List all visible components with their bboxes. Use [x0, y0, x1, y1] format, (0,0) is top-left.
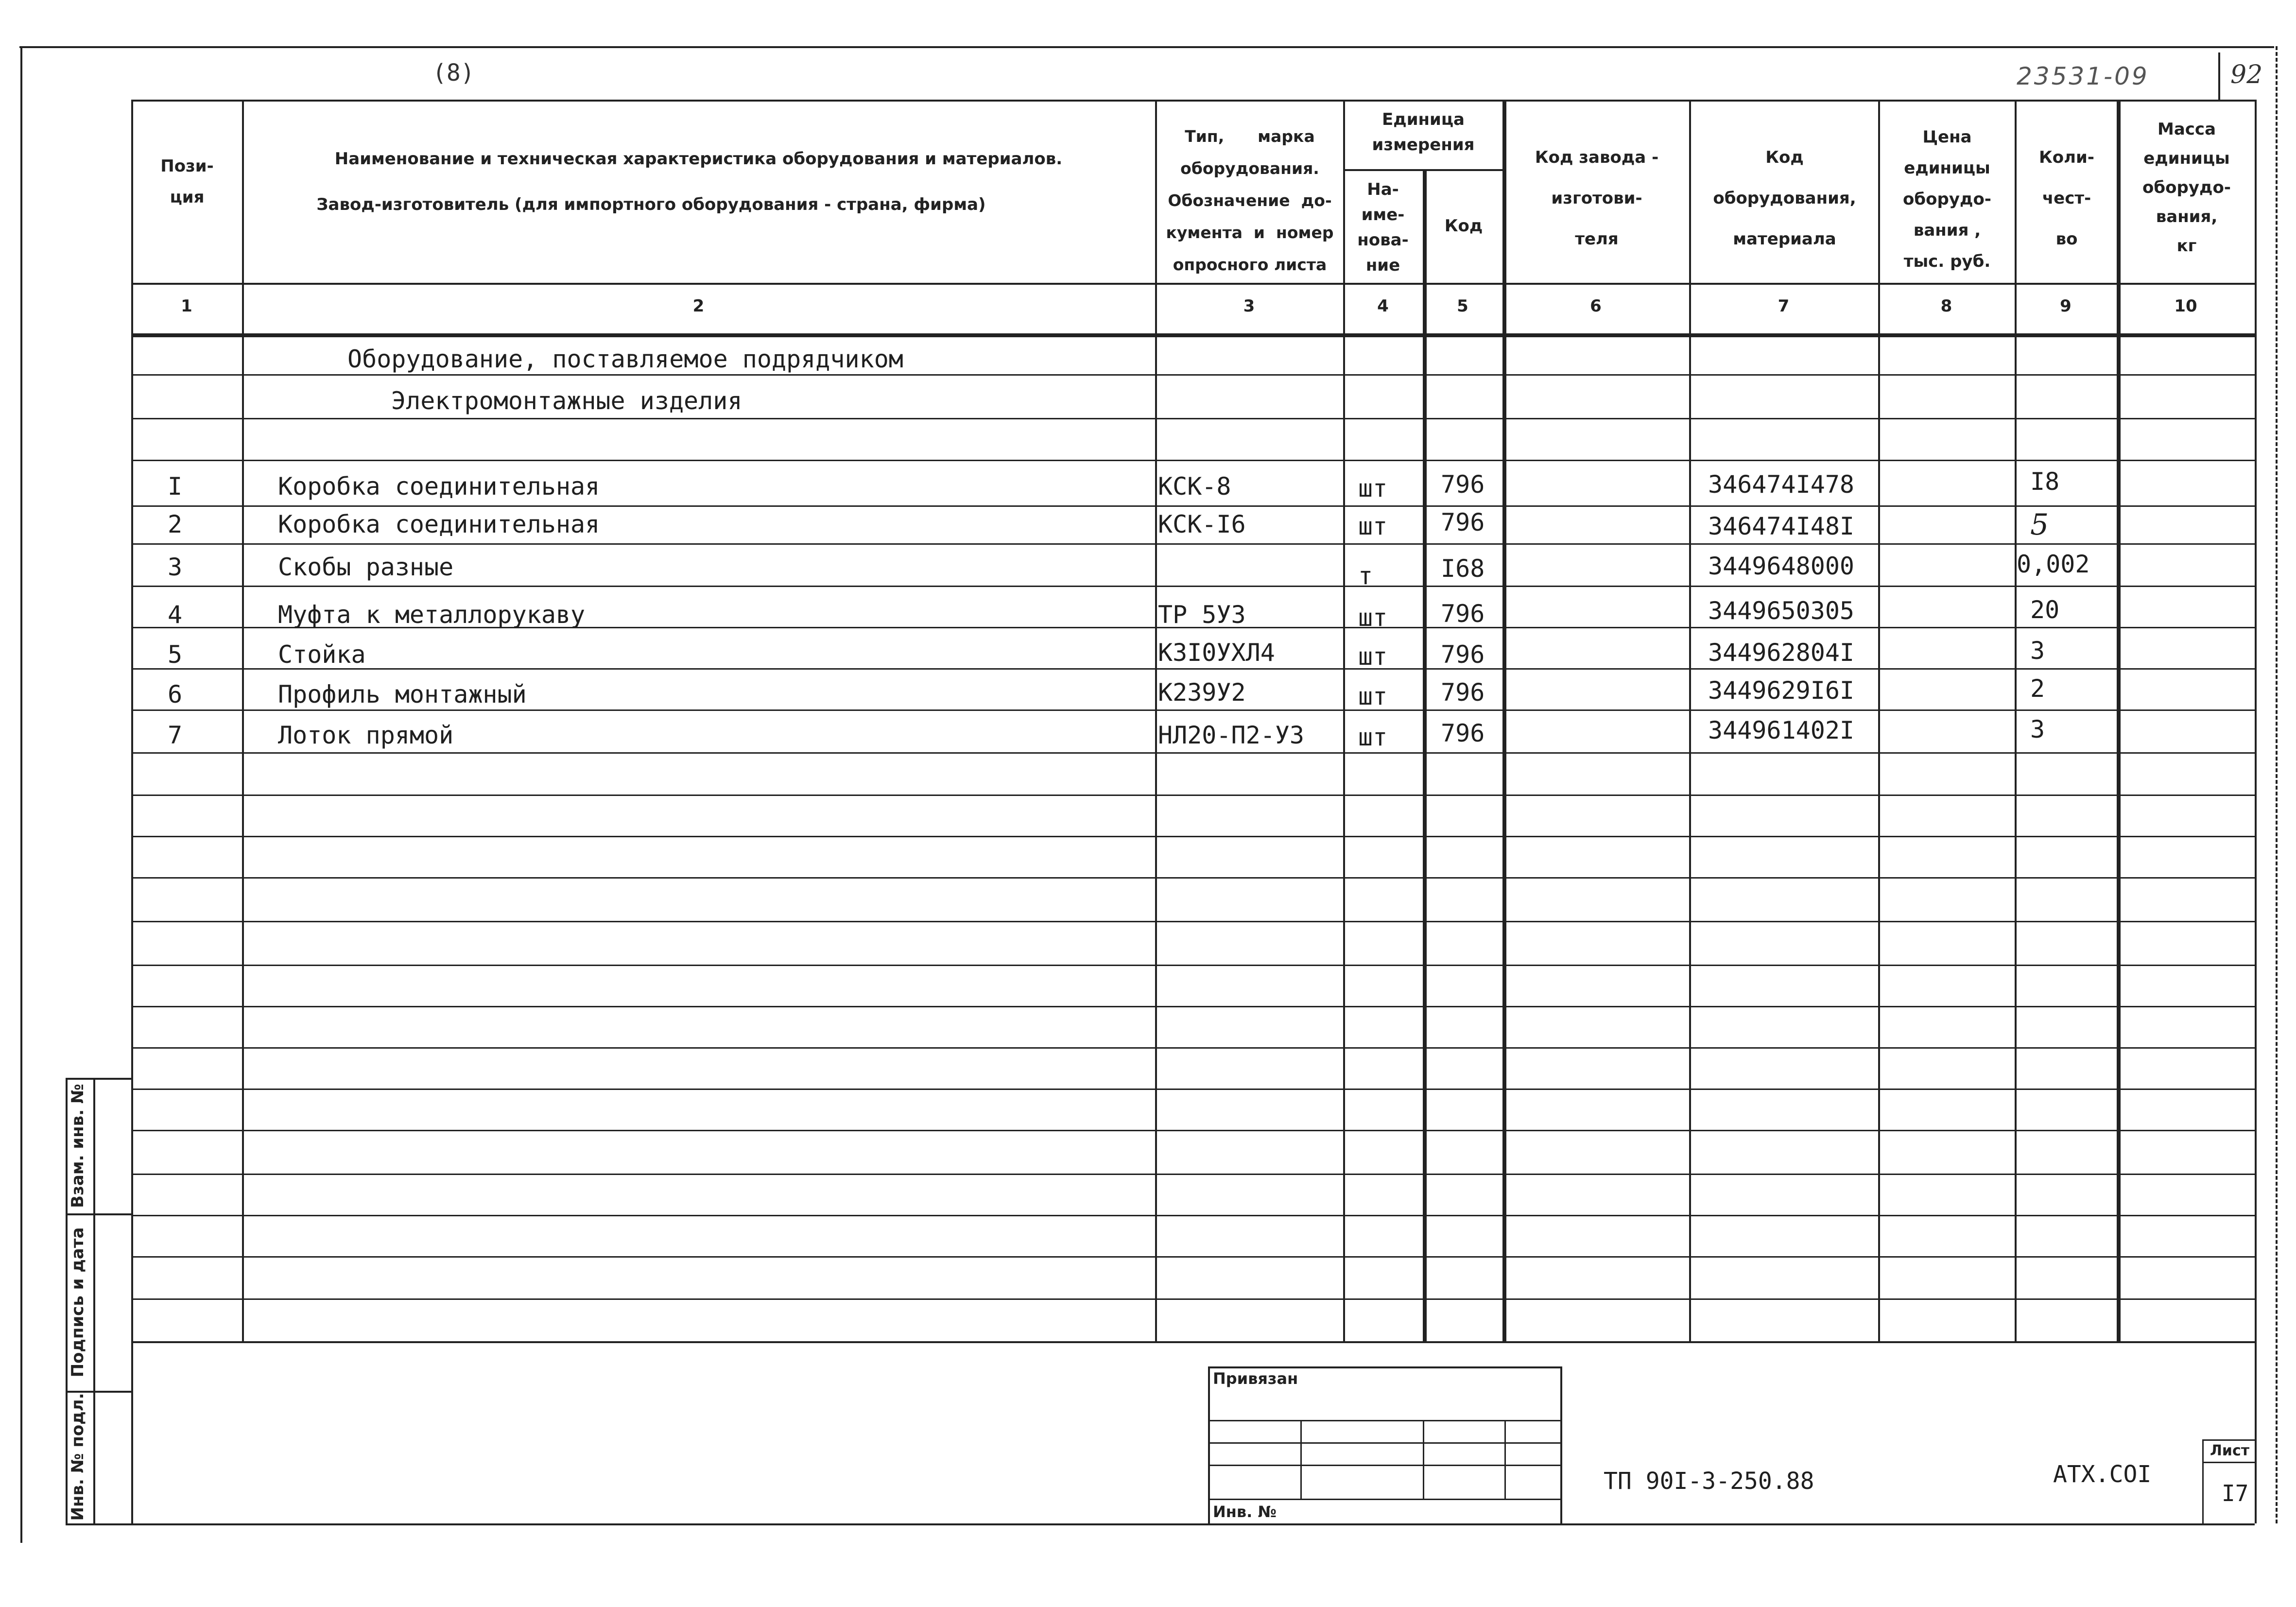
sheet-label: Лист [2210, 1442, 2250, 1459]
cell-quantity: 3 [2030, 715, 2045, 743]
row-line [131, 505, 2255, 507]
colnum-5: 5 [1457, 296, 1468, 316]
cell-unit: т [1358, 562, 1373, 590]
cell-name: Лоток прямой [278, 721, 454, 749]
cell-position: 4 [168, 601, 183, 629]
col-divider-6 [1689, 100, 1691, 1341]
cell-quantity: 5 [2030, 508, 2049, 542]
side-stamp-inner-line [93, 1078, 95, 1523]
cell-unit: шт [1358, 682, 1388, 710]
header-equipment-code: Код оборудования, материала [1713, 148, 1856, 249]
row-line [131, 586, 2255, 587]
privyazan-top-line [1208, 1366, 1560, 1368]
row-line [131, 752, 2255, 754]
cell-type: К3I0УХЛ4 [1158, 639, 1275, 667]
sheet-number: I7 [2222, 1480, 2249, 1506]
cell-equipment-code: 344961402I [1708, 716, 1855, 744]
cell-unit: шт [1358, 474, 1388, 502]
handwritten-doc-number: 23531-09 [2017, 62, 2149, 90]
col-divider-7 [1878, 100, 1880, 1341]
header-name-line1: Наименование и техническая характеристика оборудования и материалов. [334, 149, 1063, 169]
top-label: (8) [432, 59, 475, 86]
sheet-box-mid-line [2202, 1462, 2255, 1463]
colnum-4: 4 [1377, 296, 1389, 316]
col-divider-2 [1155, 100, 1157, 1341]
header-unit-price: Цена единицы оборудо- вания , тыс. руб. [1903, 127, 1991, 271]
row-line [131, 965, 2255, 966]
side-label-inv-podl: Инв. № подл. [68, 1393, 87, 1521]
row-line [131, 1174, 2255, 1175]
header-unit-code: Код [1444, 216, 1483, 236]
col-divider-5 [1502, 100, 1506, 1341]
row-line [131, 1006, 2255, 1007]
cell-equipment-code: 3449629I6I [1708, 676, 1855, 705]
col-divider-8 [2015, 100, 2017, 1341]
header-factory-code: Код завода - изготови- теля [1535, 148, 1659, 249]
cell-equipment-code: 346474I48I [1708, 512, 1855, 540]
privyazan-row-4 [1208, 1499, 1560, 1500]
colnum-1: 1 [181, 296, 192, 316]
row-line [131, 1130, 2255, 1131]
cell-unit-code: 796 [1441, 719, 1485, 747]
row-line [131, 921, 2255, 922]
sheet-box-top-line [2202, 1439, 2255, 1441]
section-title: Оборудование, поставляемое подрядчиком [347, 345, 903, 373]
header-unit-mass: Масса единицы оборудо- вания, кг [2142, 120, 2231, 256]
header-unit-name: На- име- нова- ние [1357, 180, 1409, 275]
cell-unit-code: 796 [1441, 640, 1485, 669]
privyazan-col-3 [1504, 1420, 1506, 1499]
cell-type: НЛ20-П2-УЗ [1158, 721, 1305, 749]
cell-name: Коробка соединительная [278, 510, 600, 538]
header-name-line2: Завод-изготовитель (для импортного оборудования - страна, фирма) [316, 195, 986, 214]
cell-quantity: 0,002 [2017, 550, 2090, 578]
page-number-divider [2218, 52, 2220, 101]
cell-unit: шт [1358, 512, 1388, 540]
cell-name: Скобы разные [278, 553, 454, 581]
section-subtitle: Электромонтажные изделия [391, 387, 742, 415]
row-line [131, 1256, 2255, 1258]
frame-right-line [2276, 46, 2278, 1523]
row-line [131, 795, 2255, 796]
row-line [131, 374, 2255, 376]
project-code: ТП 90I-3-250.88 [1604, 1468, 1814, 1495]
row-line [131, 1089, 2255, 1090]
table-right-line [2255, 100, 2257, 1523]
colnum-8: 8 [1940, 296, 1952, 316]
cell-name: Муфта к металлорукаву [278, 601, 586, 629]
cell-equipment-code: 3449650305 [1708, 597, 1855, 625]
col-divider-1 [242, 100, 244, 1341]
cell-quantity: I8 [2030, 467, 2060, 496]
cell-position: 2 [168, 510, 183, 538]
row-line [131, 836, 2255, 837]
cell-unit-code: 796 [1441, 470, 1485, 499]
cell-unit-code: 796 [1441, 678, 1485, 707]
colnum-9: 9 [2060, 296, 2072, 316]
cell-position: 6 [168, 680, 183, 708]
frame-left-line [20, 46, 22, 1543]
cell-equipment-code: 344962804I [1708, 639, 1855, 667]
row-line [131, 1047, 2255, 1049]
header-type: Тип, марка оборудования. Обозначение до- кумента и номер опросного листа [1166, 127, 1334, 274]
row-line [131, 668, 2255, 670]
privyazan-col-2 [1423, 1420, 1424, 1499]
unit-group-line [1343, 169, 1502, 171]
colnum-3: 3 [1243, 296, 1255, 316]
frame-top-line [19, 46, 2274, 48]
privyazan-row-1 [1208, 1420, 1560, 1421]
cell-quantity: 3 [2030, 637, 2045, 665]
header-bottom-line [131, 283, 2255, 285]
doc-code: АТХ.COI [2053, 1461, 2152, 1488]
cell-equipment-code: 3449648000 [1708, 552, 1855, 580]
side-stamp-left-line [66, 1078, 68, 1523]
colnum-6: 6 [1590, 296, 1602, 316]
cell-type: ТР 5УЗ [1158, 601, 1246, 629]
cell-unit-code: 796 [1441, 600, 1485, 628]
cell-type: К239У2 [1158, 678, 1246, 707]
col-divider-4 [1423, 169, 1427, 1341]
cell-name: Профиль монтажный [278, 680, 527, 708]
cell-unit-code: I68 [1441, 554, 1485, 583]
cell-unit: шт [1358, 642, 1388, 671]
row-line [131, 709, 2255, 711]
cell-position: 7 [168, 721, 183, 749]
colnum-bottom-line [131, 333, 2255, 337]
cell-name: Стойка [278, 640, 366, 669]
privyazan-row-3 [1208, 1465, 1560, 1466]
header-quantity: Коли- чест- во [2039, 148, 2094, 249]
row-line [131, 1215, 2255, 1216]
cell-type: КСК-I6 [1158, 510, 1246, 538]
cell-unit: шт [1358, 604, 1388, 632]
col-divider-9 [2117, 100, 2121, 1341]
row-line [131, 418, 2255, 419]
colnum-10: 10 [2174, 296, 2197, 316]
table-bottom-line [131, 1341, 2255, 1343]
cell-type: КСК-8 [1158, 472, 1231, 501]
cell-quantity: 2 [2030, 674, 2045, 703]
cell-position: I [168, 472, 183, 501]
privyazan-row-2 [1208, 1442, 1560, 1444]
cell-position: 3 [168, 553, 183, 581]
handwritten-page-number: 92 [2230, 60, 2263, 89]
row-line [131, 1298, 2255, 1300]
row-line [131, 460, 2255, 461]
sheet-box-left-line [2202, 1439, 2204, 1523]
side-label-podpis-data: Подпись и дата [68, 1227, 87, 1378]
privyazan-col-1 [1300, 1420, 1302, 1499]
privyazan-right-line [1560, 1366, 1562, 1523]
header-unit-group: Единица измерения [1372, 110, 1475, 155]
col-divider-3 [1343, 100, 1345, 1341]
cell-unit: шт [1358, 723, 1388, 751]
header-position: Пози- ция [160, 156, 214, 207]
cell-position: 5 [168, 640, 183, 669]
privyazan-label: Привязан [1213, 1369, 1298, 1388]
table-top-line [131, 100, 2255, 102]
cell-name: Коробка соединительная [278, 472, 600, 501]
cell-quantity: 20 [2030, 596, 2060, 624]
sheet-bottom-line [66, 1523, 2255, 1525]
inv-no-label: Инв. № [1213, 1503, 1277, 1521]
row-line [131, 877, 2255, 879]
colnum-2: 2 [692, 296, 705, 316]
colnum-7: 7 [1778, 296, 1790, 316]
cell-unit-code: 796 [1441, 508, 1485, 536]
row-line [131, 543, 2255, 545]
cell-equipment-code: 346474I478 [1708, 470, 1855, 499]
side-label-vzam-inv: Взам. инв. № [68, 1084, 87, 1208]
